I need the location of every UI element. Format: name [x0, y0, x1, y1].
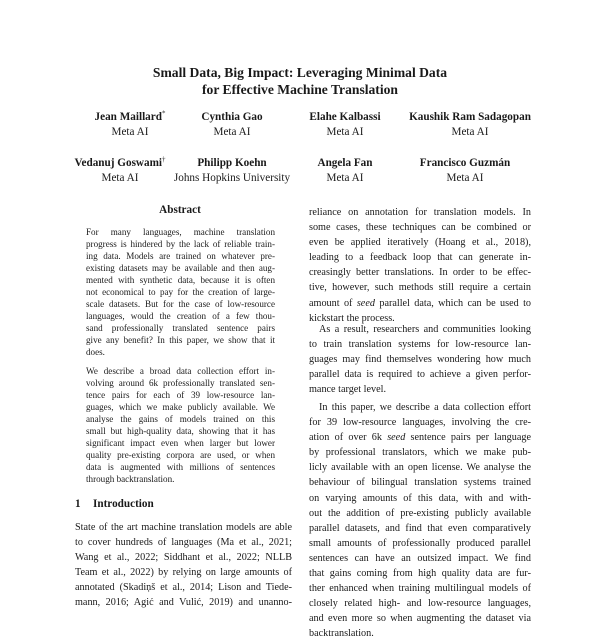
author-block — [405, 156, 525, 186]
text-line: sand professionally translated sentence pairs — [86, 323, 275, 333]
author-affiliation: Meta AI — [326, 172, 364, 184]
section-number: 1 — [75, 498, 81, 510]
author-name: Francisco Guzmán — [419, 157, 511, 169]
text-line: some cases, these techniques can be combined or — [309, 222, 531, 234]
text-line: We describe a broad data collection effort in- — [86, 366, 275, 376]
text-line: small amounts of professionally produced parallel — [309, 537, 531, 549]
author-affiliation: Meta AI — [326, 126, 364, 138]
text-line: scale datasets. But for the case of low-resource — [86, 299, 275, 309]
text-line: creasingly better translations. In order to be effec- — [309, 267, 531, 279]
author-block — [172, 110, 292, 140]
text-line: amount of seed parallel data, which can be used to — [309, 297, 532, 309]
text-line: parallel data is required to achieve a given perfor- — [309, 369, 531, 381]
text-line: State of the art machine translation models are able — [75, 522, 292, 533]
text-line: tive, however, such methods still require a certain — [309, 282, 531, 294]
intro-paragraph — [75, 520, 292, 611]
text-line: backtranslation. — [309, 628, 374, 640]
author-block — [395, 110, 545, 140]
text-line: out the addition of pre-existing publicly available — [309, 507, 531, 519]
abstract-paragraph — [86, 365, 275, 485]
text-line: guages may find themselves wondering how much — [309, 354, 531, 366]
text-line: reliance on annotation for translation models. In — [309, 207, 531, 218]
text-line: sentences can have an outsized impact. We find — [309, 552, 531, 564]
text-line: on varying amounts of this data, with and with- — [309, 492, 531, 504]
emphasis-seed: seed — [387, 432, 406, 444]
text-line: guages, which we make publicly available. We — [86, 402, 275, 412]
text-line: give any benefit? In this paper, we show that it — [86, 335, 275, 345]
author-block — [285, 156, 405, 186]
text-line: analyse the gains of models trained on this — [86, 414, 275, 424]
author-affiliation: Meta AI — [451, 126, 489, 138]
text-line: significant impact even when larger but lower — [86, 438, 275, 448]
text-line: In this paper, we describe a data collection effort — [319, 402, 531, 413]
right-column-paragraph — [309, 205, 531, 326]
author-mark: † — [162, 155, 166, 164]
text-line: Wang et al., 2022; Siddhant et al., 2022; NLLB — [75, 552, 292, 564]
right-column-paragraph — [309, 400, 531, 642]
author-name: Kaushik Ram Sadagopan — [409, 111, 531, 123]
author-affiliation: Johns Hopkins University — [173, 172, 291, 184]
text-line: volving around 6k professionally translated sen- — [86, 378, 275, 388]
title-line-1: Small Data, Big Impact: Leveraging Minimal Data — [152, 65, 448, 80]
text-line: and even more so when augmenting the dataset via — [309, 613, 531, 625]
author-name: Philipp Koehn — [197, 157, 267, 169]
author-affiliation: Meta AI — [213, 126, 251, 138]
text-line: parallel datasets, and find that even comparatively — [309, 522, 531, 534]
author-name: Elahe Kalbassi — [309, 111, 381, 123]
author-name: Angela Fan — [317, 157, 373, 169]
text-line: As a result, researchers and communities looking — [319, 324, 531, 335]
text-line: for 39 low-resource languages, involving the cre- — [309, 417, 531, 429]
author-name: Jean Maillard — [94, 111, 162, 123]
text-line: annotated (Skadiņš et al., 2014; Lison and Tiede- — [75, 582, 292, 594]
author-mark: * — [161, 109, 166, 118]
text-line: mann, 2016; Agić and Vulić, 2019) and unanno- — [75, 597, 292, 609]
author-affiliation: Meta AI — [446, 172, 484, 184]
text-line: that gains coming from high quality data are fur- — [309, 568, 531, 580]
section-title: Introduction — [93, 498, 154, 510]
text-line: to train translation systems for low-resource lan- — [309, 339, 531, 351]
text-line: closely related high- and low-resource languages, — [309, 598, 531, 610]
text-line: does. — [86, 347, 105, 357]
author-block — [285, 110, 405, 140]
text-line: mented with synthetic data, because it is often — [86, 275, 275, 285]
author-affiliation: Meta AI — [111, 126, 149, 138]
text-line: tence pairs for each of 39 low-resource lan- — [86, 390, 275, 400]
text-line: even be applied iteratively (Hoang et al., 2018), — [309, 237, 531, 249]
text-line: existing datasets may be available and then aug- — [86, 263, 275, 273]
text-line: quality pre-existing corpora are used, or when — [86, 450, 275, 460]
text-line: ing data. Models are trained on whatever pre- — [86, 251, 275, 261]
section-heading-introduction — [75, 497, 154, 511]
text-line: data is augmented with millions of sentences — [86, 462, 275, 472]
text-line: licly available with an open license. We analyse the — [309, 462, 531, 474]
text-line: kickstart the process. — [309, 312, 395, 324]
text-line: leading to a feedback loop that can generate in- — [309, 252, 531, 264]
author-name: Cynthia Gao — [201, 111, 263, 123]
title-line-2: for Effective Machine Translation — [202, 82, 398, 97]
text-line: to cover hundreds of languages (Ma et al., 2021; — [75, 537, 292, 549]
text-line: Team et al., 2022) by relying on large amounts of — [75, 567, 292, 579]
author-affiliation: Meta AI — [101, 172, 139, 184]
text-line: small but high-quality data, showing that it has — [86, 426, 275, 436]
abstract-heading: Abstract — [159, 204, 201, 216]
text-line: ation of over 6k seed sentence pairs per language — [309, 432, 531, 444]
emphasis-seed: seed — [356, 297, 375, 309]
abstract-paragraph — [86, 226, 275, 358]
text-line: For many languages, machine translation — [86, 227, 275, 237]
paper-title — [0, 64, 600, 98]
right-column-paragraph — [309, 322, 531, 397]
text-line: progress is hindered by the lack of reliable train- — [86, 239, 275, 249]
text-line: through backtranslation. — [86, 474, 175, 484]
text-line: mance target level. — [309, 384, 387, 396]
text-line: by professional translators, which we make pub- — [309, 447, 531, 459]
text-line: not economical to pay for the creation of large- — [86, 287, 275, 297]
text-line: languages, would the creation of a few thou- — [86, 311, 275, 321]
author-name: Vedanuj Goswami — [74, 157, 163, 169]
text-line: ther enhanced when training multilingual models of — [309, 583, 531, 595]
text-line: behaviour of bilingual translation systems trained — [309, 477, 531, 489]
